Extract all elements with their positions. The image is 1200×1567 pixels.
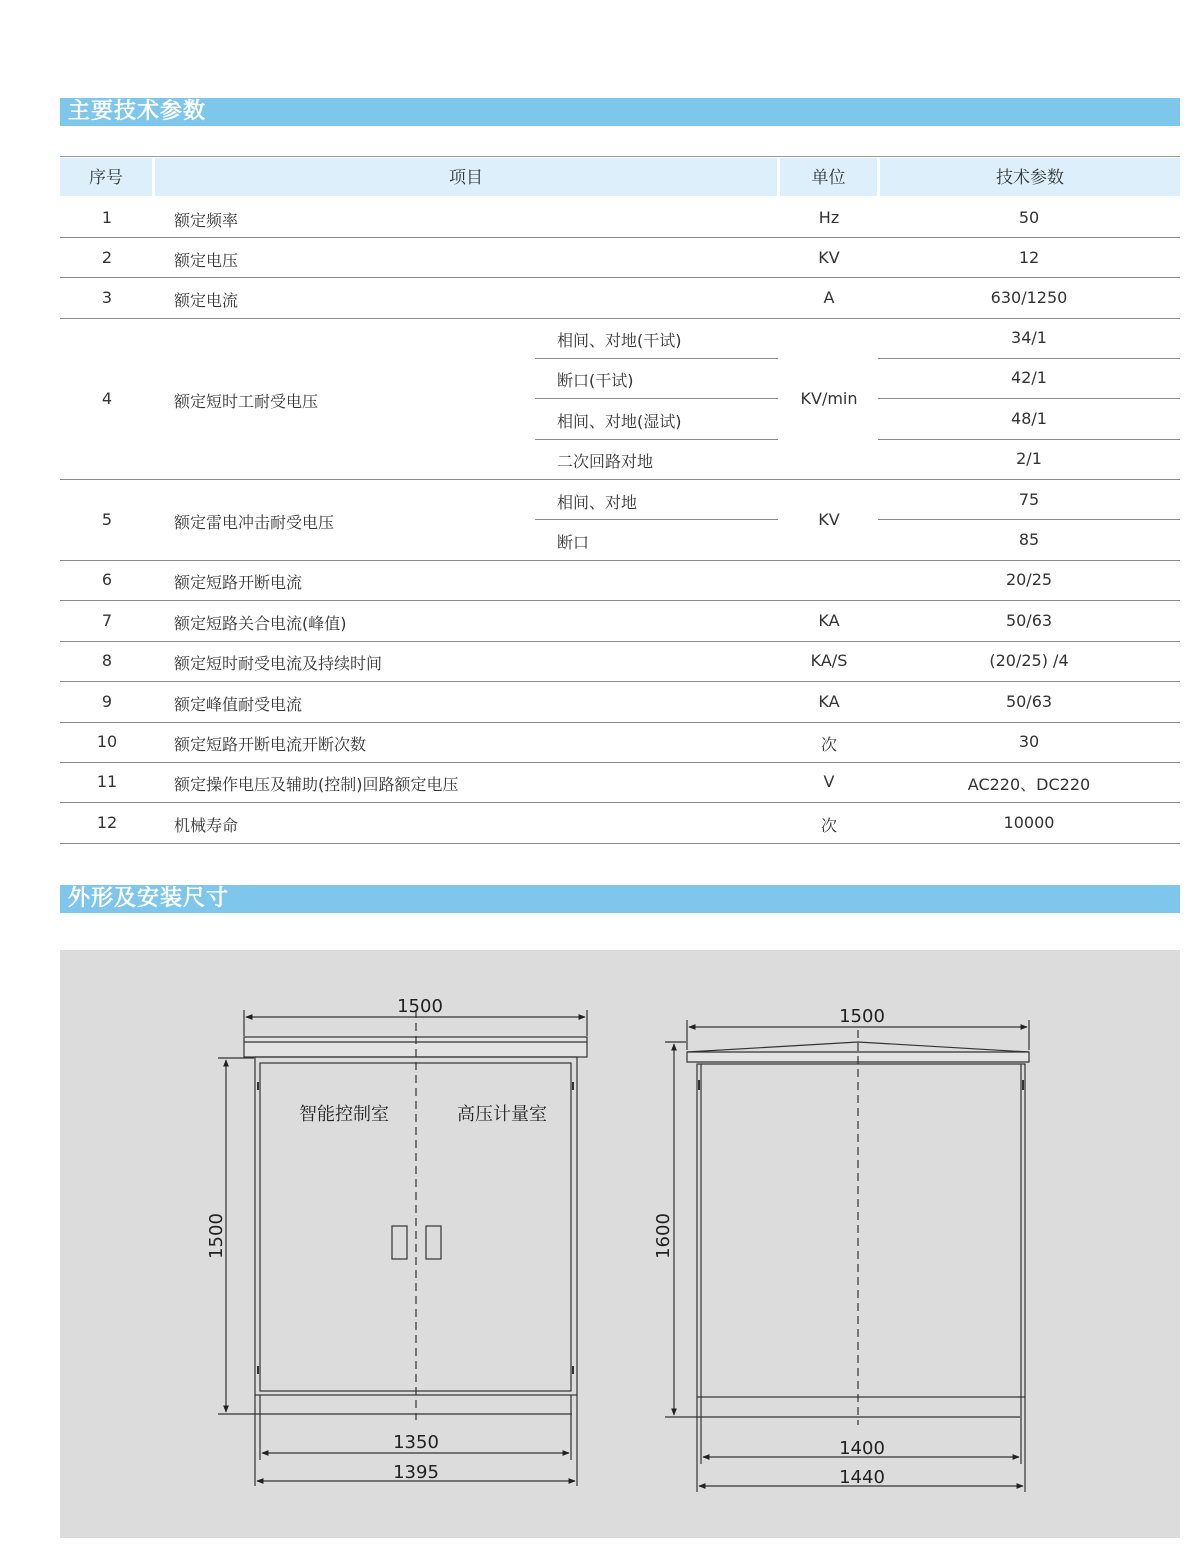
row-11-unit: V xyxy=(823,772,835,791)
row-divider xyxy=(60,237,1180,238)
row-12-no: 12 xyxy=(96,813,118,832)
row-4-sub-4-value: 2/1 xyxy=(1016,449,1042,468)
side-body xyxy=(697,1064,1025,1397)
row-4-sub-2-label: 断口(干试) xyxy=(557,371,634,390)
handle-right-icon xyxy=(426,1226,441,1259)
row-5-unit: KV xyxy=(818,510,840,529)
row-1-no: 1 xyxy=(101,208,113,227)
row-divider xyxy=(60,600,1180,601)
row-8-no: 8 xyxy=(101,651,113,670)
row-1-value: 50 xyxy=(1018,208,1040,227)
row-10-value: 30 xyxy=(1018,732,1040,751)
row-5-item: 额定雷电冲击耐受电压 xyxy=(174,513,335,532)
row-8-item: 额定短时耐受电流及持续时间 xyxy=(174,654,383,673)
side-inner-width-label: 1400 xyxy=(839,1438,885,1459)
row-divider xyxy=(60,560,1180,561)
section-title-bar-specs xyxy=(60,98,1180,126)
row-4-sub-1-label: 相间、对地(干试) xyxy=(557,331,682,350)
table-bottom-rule xyxy=(60,843,1180,844)
section-title-dims: 外形及安装尺寸 xyxy=(68,886,230,911)
row-4-sub-4-label: 二次回路对地 xyxy=(557,452,654,471)
row-5-sub-1-value: 75 xyxy=(1018,490,1040,509)
side-view xyxy=(665,1020,1029,1492)
front-inner-width-label: 1350 xyxy=(393,1432,439,1453)
row-3-value: 630/1250 xyxy=(990,288,1068,307)
row-divider xyxy=(535,519,778,520)
row-3-item: 额定电流 xyxy=(174,291,239,310)
row-6-value: 20/25 xyxy=(1005,570,1053,589)
row-10-unit: 次 xyxy=(820,735,837,754)
side-outer-width-label: 1440 xyxy=(839,1467,885,1488)
row-9-unit: KA xyxy=(818,692,840,711)
row-1-unit: Hz xyxy=(818,208,840,227)
row-11-no: 11 xyxy=(96,772,118,791)
header-unit: 单位 xyxy=(811,168,846,188)
header-no: 序号 xyxy=(89,168,123,188)
row-divider xyxy=(60,762,1180,763)
dimension-drawing-svg xyxy=(60,950,1180,1538)
table-top-rule xyxy=(60,156,1180,157)
row-11-value: AC220、DC220 xyxy=(967,775,1091,794)
row-9-no: 9 xyxy=(101,692,113,711)
row-10-no: 10 xyxy=(96,732,118,751)
row-divider xyxy=(60,681,1180,682)
room-label-right: 高压计量室 xyxy=(457,1104,547,1125)
row-divider xyxy=(535,398,778,399)
row-7-value: 50/63 xyxy=(1005,611,1053,630)
row-12-value: 10000 xyxy=(1003,813,1055,832)
row-divider xyxy=(60,277,1180,278)
row-4-sub-2-value: 42/1 xyxy=(1011,368,1047,387)
row-4-sub-1-value: 34/1 xyxy=(1011,328,1047,347)
row-9-value: 50/63 xyxy=(1005,692,1053,711)
row-divider xyxy=(535,439,778,440)
handle-left-icon xyxy=(392,1226,407,1259)
row-1-item: 额定频率 xyxy=(174,211,239,230)
side-height-label: 1600 xyxy=(653,1213,674,1259)
dimension-drawing xyxy=(60,950,1180,1538)
room-label-left: 智能控制室 xyxy=(299,1104,389,1125)
row-8-value: (20/25) /4 xyxy=(989,651,1069,670)
row-7-unit: KA xyxy=(818,611,840,630)
row-4-unit: KV/min xyxy=(800,389,858,408)
row-4-sub-3-value: 48/1 xyxy=(1011,409,1047,428)
row-divider xyxy=(60,479,1180,480)
row-8-unit: KA/S xyxy=(810,651,848,670)
row-4-sub-3-label: 相间、对地(湿试) xyxy=(557,412,682,431)
row-divider xyxy=(60,722,1180,723)
row-4-no: 4 xyxy=(101,389,113,408)
row-2-value: 12 xyxy=(1018,248,1040,267)
row-4-item: 额定短时工耐受电压 xyxy=(174,392,319,411)
row-divider xyxy=(878,358,1180,359)
row-5-sub-2-value: 85 xyxy=(1018,530,1040,549)
row-2-no: 2 xyxy=(101,248,113,267)
row-divider xyxy=(60,318,1180,319)
row-12-item: 机械寿命 xyxy=(174,816,239,835)
row-6-item: 额定短路开断电流 xyxy=(174,573,303,592)
front-height-label: 1500 xyxy=(206,1213,227,1259)
row-divider xyxy=(878,398,1180,399)
row-3-no: 3 xyxy=(101,288,113,307)
row-3-unit: A xyxy=(823,288,835,307)
row-6-no: 6 xyxy=(101,570,113,589)
section-title-bar-dims xyxy=(60,885,1180,913)
spec-table xyxy=(60,156,1180,844)
side-width-top-label: 1500 xyxy=(839,1006,885,1027)
row-5-sub-1-label: 相间、对地 xyxy=(557,493,638,512)
front-outer-width-label: 1395 xyxy=(393,1462,439,1483)
row-5-no: 5 xyxy=(101,510,113,529)
row-2-unit: KV xyxy=(818,248,840,267)
row-9-item: 额定峰值耐受电流 xyxy=(174,695,303,714)
header-item: 项目 xyxy=(449,168,483,188)
row-2-item: 额定电压 xyxy=(174,251,239,270)
row-7-no: 7 xyxy=(101,611,113,630)
front-view xyxy=(218,1010,587,1486)
row-divider xyxy=(535,358,778,359)
row-divider xyxy=(60,802,1180,803)
row-11-item: 额定操作电压及辅助(控制)回路额定电压 xyxy=(174,775,459,794)
front-width-top-label: 1500 xyxy=(397,996,443,1017)
header-value: 技术参数 xyxy=(996,168,1064,188)
row-divider xyxy=(878,439,1180,440)
row-12-unit: 次 xyxy=(820,816,837,835)
row-divider xyxy=(878,519,1180,520)
row-divider xyxy=(60,641,1180,642)
row-10-item: 额定短路开断电流开断次数 xyxy=(174,735,367,754)
row-5-sub-2-label: 断口 xyxy=(557,533,590,552)
section-title-specs: 主要技术参数 xyxy=(68,99,207,124)
row-7-item: 额定短路关合电流(峰值) xyxy=(174,614,347,633)
